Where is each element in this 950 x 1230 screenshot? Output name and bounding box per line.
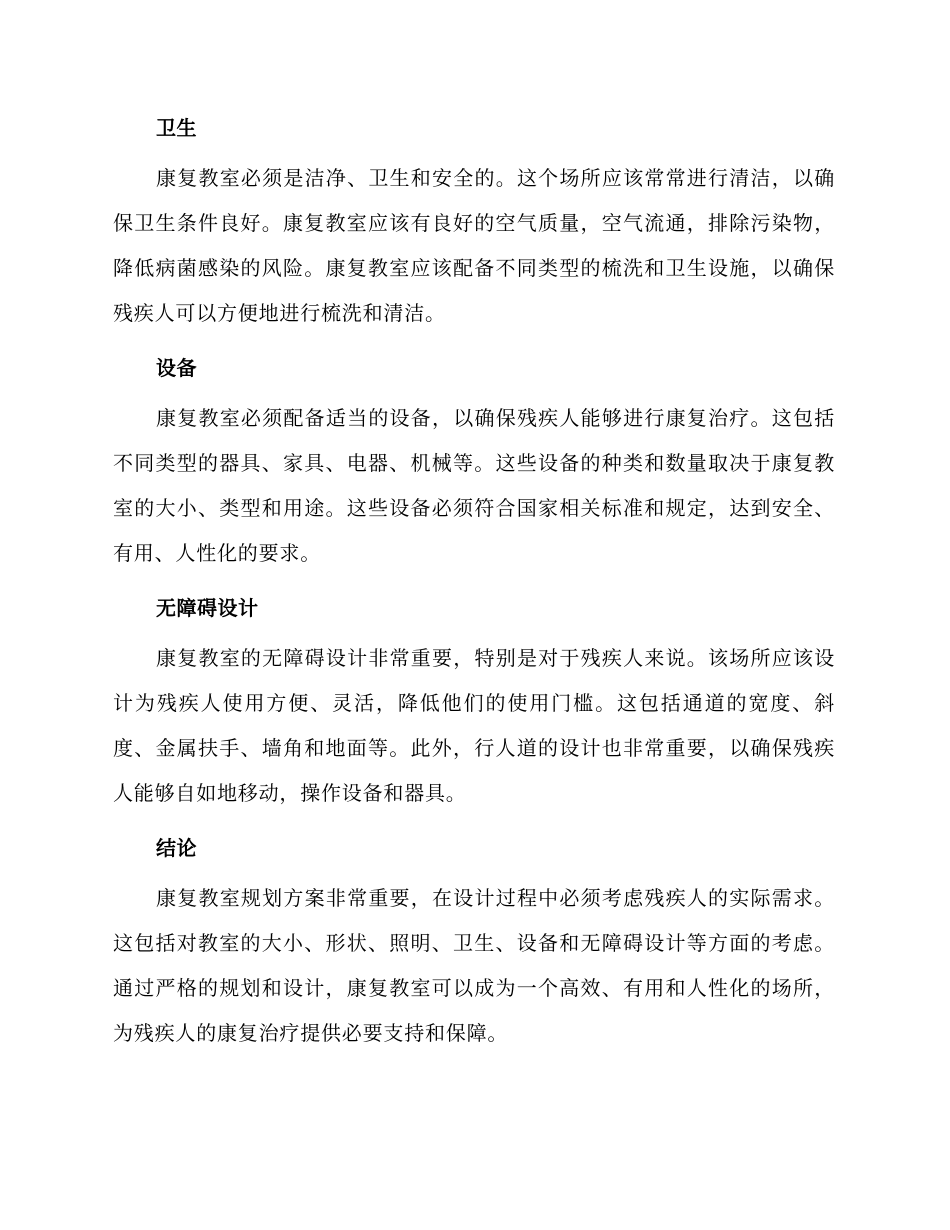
section-paragraph: 康复教室的无障碍设计非常重要，特别是对于残疾人来说。该场所应该设计为残疾人使用方便、灵活，降低他们的使用门槛。这包括通道的宽度、斜度、金属扶手、墙角和地面等。此外，行人道的设计也非常重要，以确保残疾人能够自如地移动，操作设备和器具。 [113, 646, 835, 805]
section-paragraph: 康复教室必须配备适当的设备，以确保残疾人能够进行康复治疗。这包括不同类型的器具、家具、电器、机械等。这些设备的种类和数量取决于康复教室的大小、类型和用途。这些设备必须符合国家相关标准和规定，达到安全、有用、人性化的要求。 [113, 406, 835, 565]
section-conclusion [113, 832, 835, 1056]
section-accessibility [113, 592, 835, 816]
section-heading: 无障碍设计 [156, 596, 259, 620]
section-paragraph: 康复教室必须是洁净、卫生和安全的。这个场所应该常常进行清洁，以确保卫生条件良好。康复教室应该有良好的空气质量，空气流通，排除污染物，降低病菌感染的风险。康复教室应该配备不同类型的梳洗和卫生设施，以确保残疾人可以方便地进行梳洗和清洁。 [113, 166, 835, 325]
section-equipment [113, 352, 835, 576]
section-heading: 卫生 [156, 116, 197, 140]
section-heading: 结论 [156, 836, 197, 860]
document-content [113, 112, 835, 1072]
section-heading: 设备 [156, 356, 197, 380]
section-hygiene [113, 112, 835, 336]
section-paragraph: 康复教室规划方案非常重要，在设计过程中必须考虑残疾人的实际需求。这包括对教室的大小、形状、照明、卫生、设备和无障碍设计等方面的考虑。通过严格的规划和设计，康复教室可以成为一个高效、有用和人性化的场所，为残疾人的康复治疗提供必要支持和保障。 [113, 886, 835, 1045]
